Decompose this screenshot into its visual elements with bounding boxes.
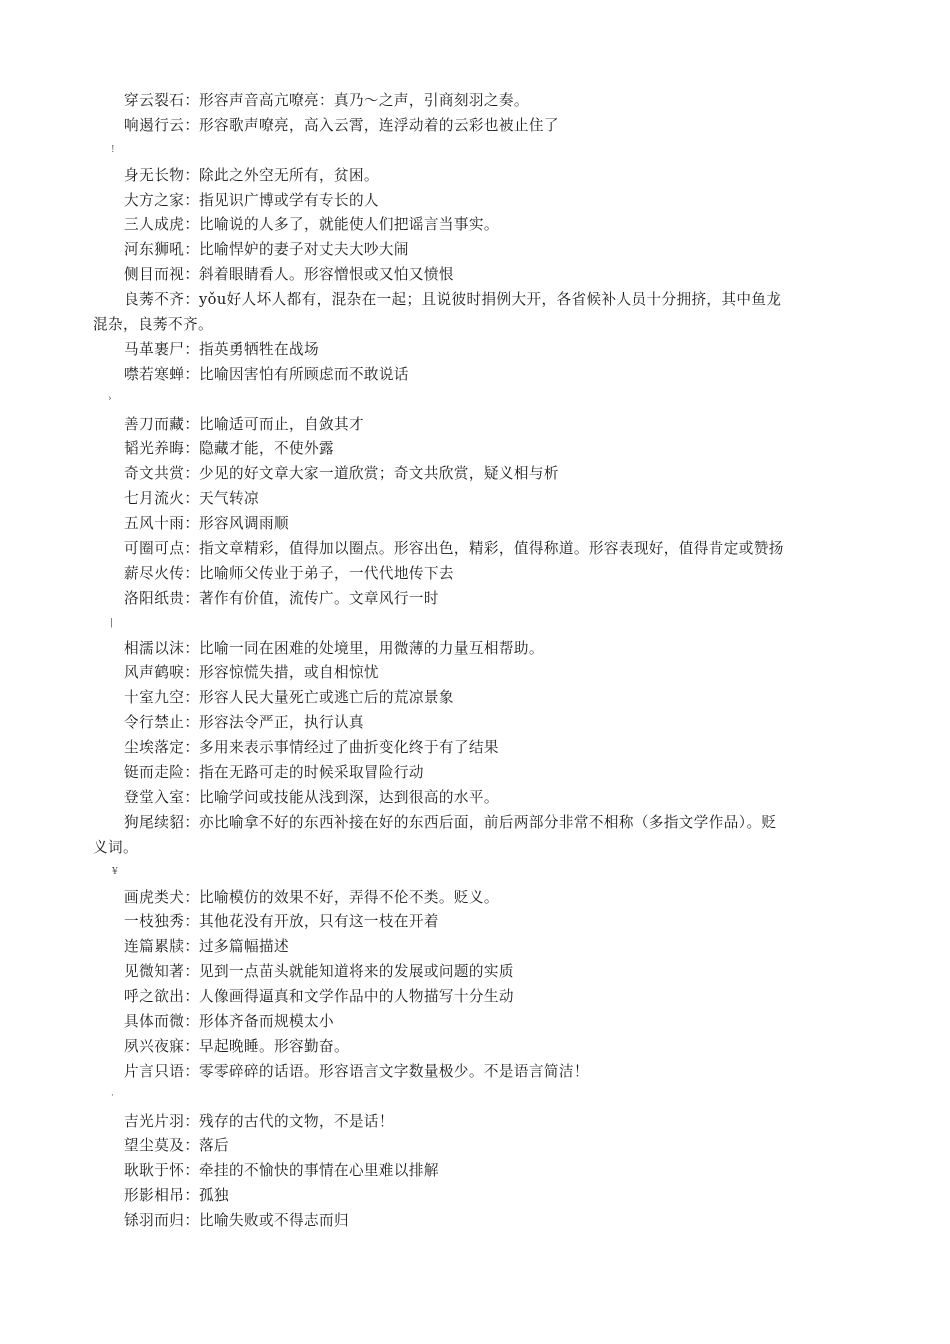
term-separator: ： bbox=[184, 963, 199, 981]
term-separator: ： bbox=[184, 1012, 199, 1030]
idiom-definition: 落后 bbox=[199, 1137, 229, 1155]
idiom-entry bbox=[0, 811, 950, 836]
idiom-entry bbox=[0, 413, 950, 438]
idiom-term: 风声鹤唳 bbox=[124, 664, 185, 682]
term-separator: ： bbox=[184, 440, 199, 458]
stray-mark bbox=[0, 861, 950, 886]
term-separator: ： bbox=[184, 266, 199, 284]
idiom-term: 韬光养晦 bbox=[124, 440, 185, 458]
term-separator: ： bbox=[184, 465, 199, 483]
idiom-term: 具体而微 bbox=[124, 1012, 185, 1030]
idiom-definition: 牵挂的不愉快的事情在心里难以排解 bbox=[199, 1162, 439, 1180]
idiom-term: 吉光片羽 bbox=[124, 1112, 185, 1130]
continuation-text: 混杂，良莠不齐。 bbox=[93, 316, 213, 334]
term-separator: ： bbox=[184, 788, 199, 806]
idiom-entry bbox=[0, 1209, 950, 1234]
stray-mark bbox=[0, 139, 950, 164]
term-separator: ： bbox=[184, 191, 199, 209]
idiom-term: 一枝独秀 bbox=[124, 913, 185, 931]
idiom-entry bbox=[0, 1060, 950, 1085]
term-separator: ： bbox=[184, 1112, 199, 1130]
idiom-term: 令行禁止 bbox=[124, 714, 185, 732]
idiom-entry bbox=[0, 935, 950, 960]
idiom-entry bbox=[0, 587, 950, 612]
term-separator: ： bbox=[184, 365, 199, 383]
idiom-entry bbox=[0, 114, 950, 139]
idiom-entry bbox=[0, 761, 950, 786]
idiom-entry bbox=[0, 263, 950, 288]
idiom-entry bbox=[0, 562, 950, 587]
idiom-term: 身无长物 bbox=[124, 166, 185, 184]
idiom-definition: 比喻因害怕有所顾虑而不敢说话 bbox=[199, 365, 409, 383]
idiom-term: 侧目而视 bbox=[124, 266, 185, 284]
idiom-definition: 除此之外空无所有，贫困。 bbox=[199, 166, 379, 184]
idiom-definition: 形体齐备而规模太小 bbox=[199, 1012, 334, 1030]
term-separator: ： bbox=[184, 540, 199, 558]
idiom-definition: 见到一点苗头就能知道将来的发展或问题的实质 bbox=[199, 963, 514, 981]
idiom-entry bbox=[0, 537, 950, 562]
idiom-term: 铩羽而归 bbox=[124, 1212, 185, 1230]
idiom-term: 耿耿于怀 bbox=[124, 1162, 185, 1180]
idiom-definition: 指见识广博或学有专长的人 bbox=[199, 191, 379, 209]
idiom-definition: 著作有价值，流传广。文章风行一时 bbox=[199, 589, 439, 607]
idiom-definition: 比喻悍妒的妻子对丈夫大吵大闹 bbox=[199, 241, 409, 259]
idiom-entry bbox=[0, 1159, 950, 1184]
idiom-entry bbox=[0, 886, 950, 911]
idiom-definition: 形容歌声嘹亮，高入云霄，连浮动着的云彩也被止住了 bbox=[199, 116, 559, 134]
term-separator: ： bbox=[184, 938, 199, 956]
term-separator: ： bbox=[184, 714, 199, 732]
idiom-definition: 指英勇牺牲在战场 bbox=[199, 340, 319, 358]
idiom-term: 尘埃落定 bbox=[124, 739, 185, 757]
idiom-entry bbox=[0, 1110, 950, 1135]
idiom-definition: 比喻师父传业于弟子，一代代地传下去 bbox=[199, 564, 454, 582]
idiom-term: 穿云裂石 bbox=[124, 92, 185, 109]
term-separator: ： bbox=[184, 241, 199, 259]
idiom-entry bbox=[0, 338, 950, 363]
idiom-term: 良莠不齐 bbox=[124, 291, 185, 309]
stray-mark-glyph: · bbox=[111, 1090, 114, 1101]
idiom-definition: 多用来表示事情经过了曲折变化终于有了结果 bbox=[199, 739, 499, 757]
term-separator: ： bbox=[184, 515, 199, 533]
stray-mark bbox=[0, 1085, 950, 1110]
stray-mark bbox=[0, 388, 950, 413]
idiom-entry bbox=[0, 213, 950, 238]
term-separator: ： bbox=[184, 988, 199, 1006]
idiom-definition: 亦比喻拿不好的东西补接在好的东西后面，前后两部分非常不相称（多指文学作品）。贬 bbox=[199, 813, 777, 831]
term-separator: ： bbox=[184, 564, 199, 582]
idiom-term: 见微知著 bbox=[124, 963, 185, 981]
term-separator: ： bbox=[184, 291, 199, 309]
term-separator: ： bbox=[184, 689, 199, 707]
idiom-definition: 比喻一同在困难的处境里，用微薄的力量互相帮助。 bbox=[199, 639, 544, 657]
term-separator: ： bbox=[184, 764, 199, 782]
continuation-text: 义词。 bbox=[93, 838, 138, 856]
term-separator: ： bbox=[184, 1162, 199, 1180]
idiom-entry bbox=[0, 960, 950, 985]
idiom-term: 片言只语 bbox=[124, 1062, 185, 1080]
idiom-definition: 比喻模仿的效果不好，弄得不伦不类。贬义。 bbox=[199, 888, 499, 906]
stray-mark-glyph: ! bbox=[111, 144, 115, 155]
idiom-definition: 零零碎碎的话语。形容语言文字数量极少。不是语言简洁！ bbox=[199, 1062, 589, 1080]
term-separator: ： bbox=[184, 1062, 199, 1080]
idiom-definition: 隐藏才能，不使外露 bbox=[199, 440, 334, 458]
definition-continuation bbox=[0, 313, 950, 338]
idiom-definition: 比喻学问或技能从浅到深，达到很高的水平。 bbox=[199, 788, 499, 806]
idiom-entry bbox=[0, 437, 950, 462]
idiom-definition: 天气转凉 bbox=[199, 490, 259, 508]
idiom-term: 画虎类犬 bbox=[124, 888, 185, 906]
stray-mark-glyph: ¥ bbox=[112, 866, 118, 877]
idiom-entry bbox=[0, 462, 950, 487]
idiom-entry bbox=[0, 487, 950, 512]
idiom-definition: 指在无路可走的时候采取冒险行动 bbox=[199, 764, 424, 782]
idiom-entry bbox=[0, 189, 950, 214]
term-separator: ： bbox=[184, 415, 199, 433]
idiom-entry bbox=[0, 736, 950, 761]
term-separator: ： bbox=[184, 1212, 199, 1230]
stray-mark bbox=[0, 612, 950, 637]
idiom-entry bbox=[0, 1184, 950, 1209]
idiom-entry bbox=[0, 89, 950, 114]
idiom-entry bbox=[0, 1134, 950, 1159]
idiom-definition: 指文章精彩，值得加以圈点。形容出色，精彩，值得称道。形容表现好，值得肯定或赞扬 bbox=[199, 540, 784, 558]
idiom-definition: 斜着眼睛看人。形容憎恨或又怕又愤恨 bbox=[199, 266, 454, 284]
term-separator: ： bbox=[184, 664, 199, 682]
term-separator: ： bbox=[184, 913, 199, 931]
idiom-definition: yǒu好人坏人都有，混杂在一起；且说彼时捐例大开，各省候补人员十分拥挤，其中鱼龙 bbox=[199, 291, 782, 309]
idiom-entry bbox=[0, 985, 950, 1010]
term-separator: ： bbox=[184, 589, 199, 607]
idiom-term: 薪尽火传 bbox=[124, 564, 185, 582]
idiom-term: 十室九空 bbox=[124, 689, 185, 707]
idiom-term: 河东狮吼 bbox=[124, 241, 185, 259]
idiom-term: 狗尾续貂 bbox=[124, 813, 185, 831]
idiom-definition: 比喻失败或不得志而归 bbox=[199, 1212, 349, 1230]
idiom-entry bbox=[0, 686, 950, 711]
term-separator: ： bbox=[184, 216, 199, 234]
idiom-definition: 形容声音高亢嘹亮：真乃～之声，引商刻羽之奏。 bbox=[199, 92, 529, 109]
term-separator: ： bbox=[184, 116, 199, 134]
idiom-entry bbox=[0, 288, 950, 313]
term-separator: ： bbox=[184, 639, 199, 657]
term-separator: ： bbox=[184, 1187, 199, 1205]
idiom-definition: 比喻适可而止，自敛其才 bbox=[199, 415, 364, 433]
idiom-definition: 形容法令严正，执行认真 bbox=[199, 714, 364, 732]
term-separator: ： bbox=[184, 490, 199, 508]
idiom-entry bbox=[0, 637, 950, 662]
idiom-term: 夙兴夜寐 bbox=[124, 1037, 185, 1055]
idiom-term: 噤若寒蝉 bbox=[124, 365, 185, 383]
idiom-entry bbox=[0, 786, 950, 811]
idiom-entry bbox=[0, 711, 950, 736]
idiom-list bbox=[0, 89, 950, 1234]
idiom-term: 马革裹尸 bbox=[124, 340, 185, 358]
idiom-term: 五风十雨 bbox=[124, 515, 185, 533]
idiom-definition: 早起晚睡。形容勤奋。 bbox=[199, 1037, 349, 1055]
idiom-entry bbox=[0, 238, 950, 263]
term-separator: ： bbox=[184, 1137, 199, 1155]
idiom-definition: 其他花没有开放，只有这一枝在开着 bbox=[199, 913, 439, 931]
idiom-entry bbox=[0, 661, 950, 686]
idiom-definition: 形容惊慌失措，或自相惊忧 bbox=[199, 664, 379, 682]
idiom-term: 呼之欲出 bbox=[124, 988, 185, 1006]
idiom-definition: 形容风调雨顺 bbox=[199, 515, 289, 533]
idiom-definition: 少见的好文章大家一道欣赏；奇文共欣赏，疑义相与析 bbox=[199, 465, 559, 483]
idiom-term: 望尘莫及 bbox=[124, 1137, 185, 1155]
idiom-definition: 人像画得逼真和文学作品中的人物描写十分生动 bbox=[199, 988, 514, 1006]
idiom-term: 善刀而藏 bbox=[124, 415, 185, 433]
idiom-term: 铤而走险 bbox=[124, 764, 185, 782]
stray-mark-glyph: › bbox=[108, 393, 112, 404]
idiom-entry bbox=[0, 164, 950, 189]
definition-continuation bbox=[0, 836, 950, 861]
idiom-definition: 残存的古代的文物，不是话！ bbox=[199, 1112, 394, 1130]
idiom-entry bbox=[0, 1010, 950, 1035]
idiom-term: 连篇累牍 bbox=[124, 938, 185, 956]
term-separator: ： bbox=[184, 166, 199, 184]
idiom-definition: 孤独 bbox=[199, 1187, 229, 1205]
idiom-term: 七月流火 bbox=[124, 490, 185, 508]
term-separator: ： bbox=[184, 739, 199, 757]
idiom-entry bbox=[0, 363, 950, 388]
idiom-term: 奇文共赏 bbox=[124, 465, 185, 483]
term-separator: ： bbox=[184, 1037, 199, 1055]
idiom-term: 响遏行云 bbox=[124, 116, 185, 134]
idiom-term: 可圈可点 bbox=[124, 540, 185, 558]
idiom-term: 登堂入室 bbox=[124, 788, 185, 806]
idiom-entry bbox=[0, 512, 950, 537]
idiom-term: 相濡以沫 bbox=[124, 639, 185, 657]
idiom-term: 洛阳纸贵 bbox=[124, 589, 185, 607]
idiom-term: 形影相吊 bbox=[124, 1187, 185, 1205]
term-separator: ： bbox=[184, 340, 199, 358]
idiom-definition: 形容人民大量死亡或逃亡后的荒凉景象 bbox=[199, 689, 454, 707]
idiom-definition: 比喻说的人多了，就能使人们把谣言当事实。 bbox=[199, 216, 499, 234]
idiom-term: 三人成虎 bbox=[124, 216, 185, 234]
idiom-term: 大方之家 bbox=[124, 191, 185, 209]
term-separator: ： bbox=[184, 92, 199, 109]
term-separator: ： bbox=[184, 888, 199, 906]
stray-mark-glyph: | bbox=[110, 617, 114, 628]
idiom-entry bbox=[0, 910, 950, 935]
term-separator: ： bbox=[184, 813, 199, 831]
idiom-definition: 过多篇幅描述 bbox=[199, 938, 289, 956]
idiom-entry bbox=[0, 1035, 950, 1060]
